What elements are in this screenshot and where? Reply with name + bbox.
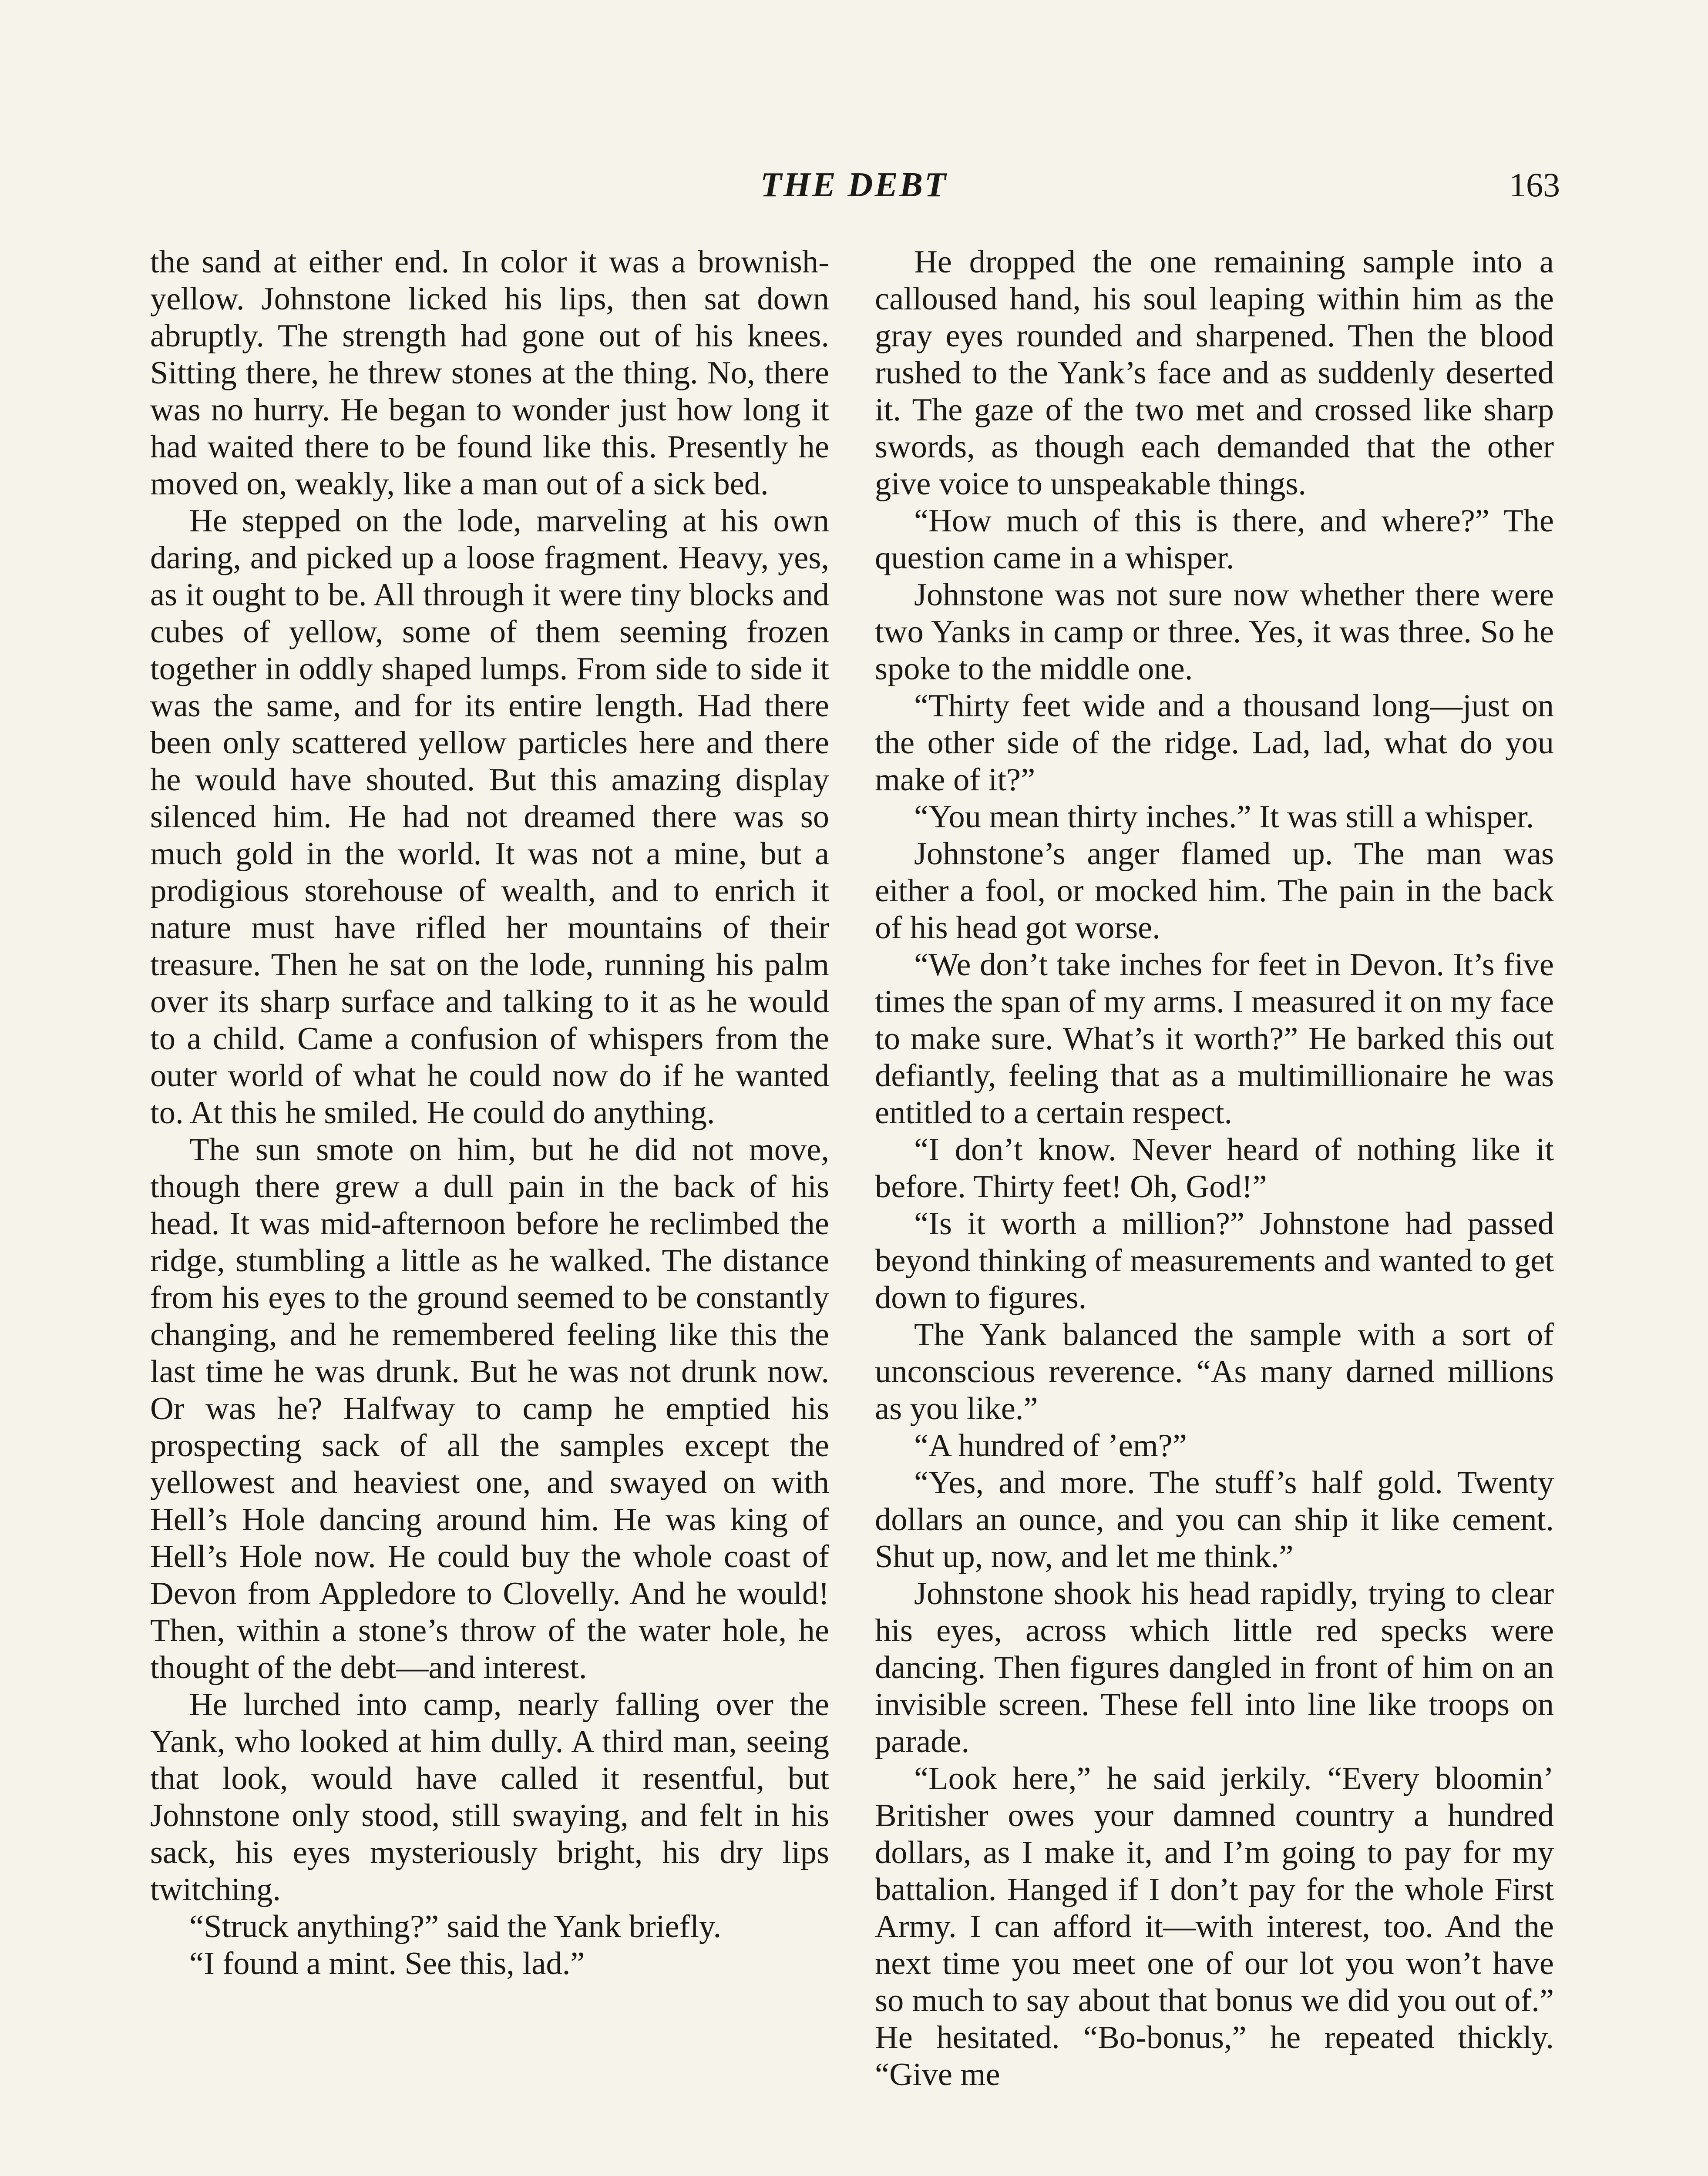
page-number: 163 [1509,166,1560,204]
paragraph: “A hundred of ’em?” [914,1428,1187,1464]
paragraph: “Yes, and more. The stuff’s half gold. Twenty dollars an ounce, and you can ship it like cement. Shut up, now, and let me think.” [875,1465,1554,1575]
paragraph: Johnstone’s anger flamed up. The man was either a fool, or mocked him. The pain in the back of his head got worse. [875,836,1554,946]
paragraph: “Struck anything?” said the Yank briefly. [189,1909,722,1944]
paragraph: “We don’t take inches for feet in Devon. It’s five times the span of my arms. I measured it on my face to make sure. What’s it worth?” He barked this out defiantly, feeling that as a multimillionaire he was entitled to a certain respect. [875,947,1554,1131]
paragraph: “Thirty feet wide and a thousand long—just on the other side of the ridge. Lad, lad, what do you make of it?” [875,688,1554,798]
paragraph: He dropped the one remaining sample into a calloused hand, his soul leaping within him as the gray eyes rounded and sharpened. Then the blood rushed to the Yank’s face and as suddenly deserted it. The gaze of the two met and crossed like sharp swords, as though each demanded that the other give voice to unspeakable things. [875,244,1554,502]
page-header [148,165,1560,218]
left-column [150,244,829,1982]
paragraph: He stepped on the lode, marveling at his own daring, and picked up a loose fragment. Heavy, yes, as it ought to be. All through it were tiny blocks and cubes of yellow, some of them seeming frozen together in oddly shaped lumps. From side to side it was the same, and for its entire length. Had there been only scattered yellow particles here and there he would have shouted. But this amazing display silenced him. He had not dreamed there was so much gold in the world. It was not a mine, but a prodigious storehouse of wealth, and to enrich it nature must have rifled her mountains of their treasure. Then he sat on the lode, running his palm over its sharp surface and talking to it as he would to a child. Came a confusion of whispers from the outer world of what he could now do if he wanted to. At this he smiled. He could do anything. [150,503,829,1131]
paragraph: “Is it worth a million?” Johnstone had passed beyond thinking of measurements and wanted to get down to figures. [875,1206,1554,1316]
paragraph: “You mean thirty inches.” It was still a whisper. [914,799,1534,835]
paragraph: “How much of this is there, and where?” The question came in a whisper. [875,503,1554,576]
right-column [875,244,1554,2093]
running-title: THE DEBT [760,166,948,204]
paragraph: The Yank balanced the sample with a sort of unconscious reverence. “As many darned millions as you like.” [875,1317,1554,1427]
paragraph: the sand at either end. In color it was a brownish-yellow. Johnstone licked his lips, then sat down abruptly. The strength had gone out of his knees. Sitting there, he threw stones at the thing. No, there was no hurry. He began to wonder just how long it had waited there to be found like this. Presently he moved on, weakly, like a man out of a sick bed. [150,244,829,502]
paragraph: Johnstone shook his head rapidly, trying to clear his eyes, across which little red specks were dancing. Then figures dangled in front of him on an invisible screen. These fell into line like troops on parade. [875,1576,1554,1760]
paragraph: “Look here,” he said jerkily. “Every bloomin’ Britisher owes your damned country a hundred dollars, as I make it, and I’m going to pay for my battalion. Hanged if I don’t pay for the whole First Army. I can afford it—with interest, too. And the next time you meet one of our lot you won’t have so much to say about that bonus we did you out of.” He hesitated. “Bo-bonus,” he repeated thickly. “Give me [875,1761,1554,2092]
paragraph: Johnstone was not sure now whether there were two Yanks in camp or three. Yes, it was three. So he spoke to the middle one. [875,577,1554,687]
paragraph: “I don’t know. Never heard of nothing like it before. Thirty feet! Oh, God!” [875,1132,1554,1205]
paragraph: The sun smote on him, but he did not move, though there grew a dull pain in the back of his head. It was mid-afternoon before he reclimbed the ridge, stumbling a little as he walked. The distance from his eyes to the ground seemed to be constantly changing, and he remembered feeling like this the last time he was drunk. But he was not drunk now. Or was he? Halfway to camp he emptied his prospecting sack of all the samples except the yellowest and heaviest one, and swayed on with Hell’s Hole dancing around him. He was king of Hell’s Hole now. He could buy the whole coast of Devon from Appledore to Clovelly. And he would! Then, within a stone’s throw of the water hole, he thought of the debt—and interest. [150,1132,829,1686]
paragraph: “I found a mint. See this, lad.” [189,1946,585,1981]
paragraph: He lurched into camp, nearly falling over the Yank, who looked at him dully. A third man, seeing that look, would have called it resentful, but Johnstone only stood, still swaying, and felt in his sack, his eyes mysteriously bright, his dry lips twitching. [150,1687,829,1907]
